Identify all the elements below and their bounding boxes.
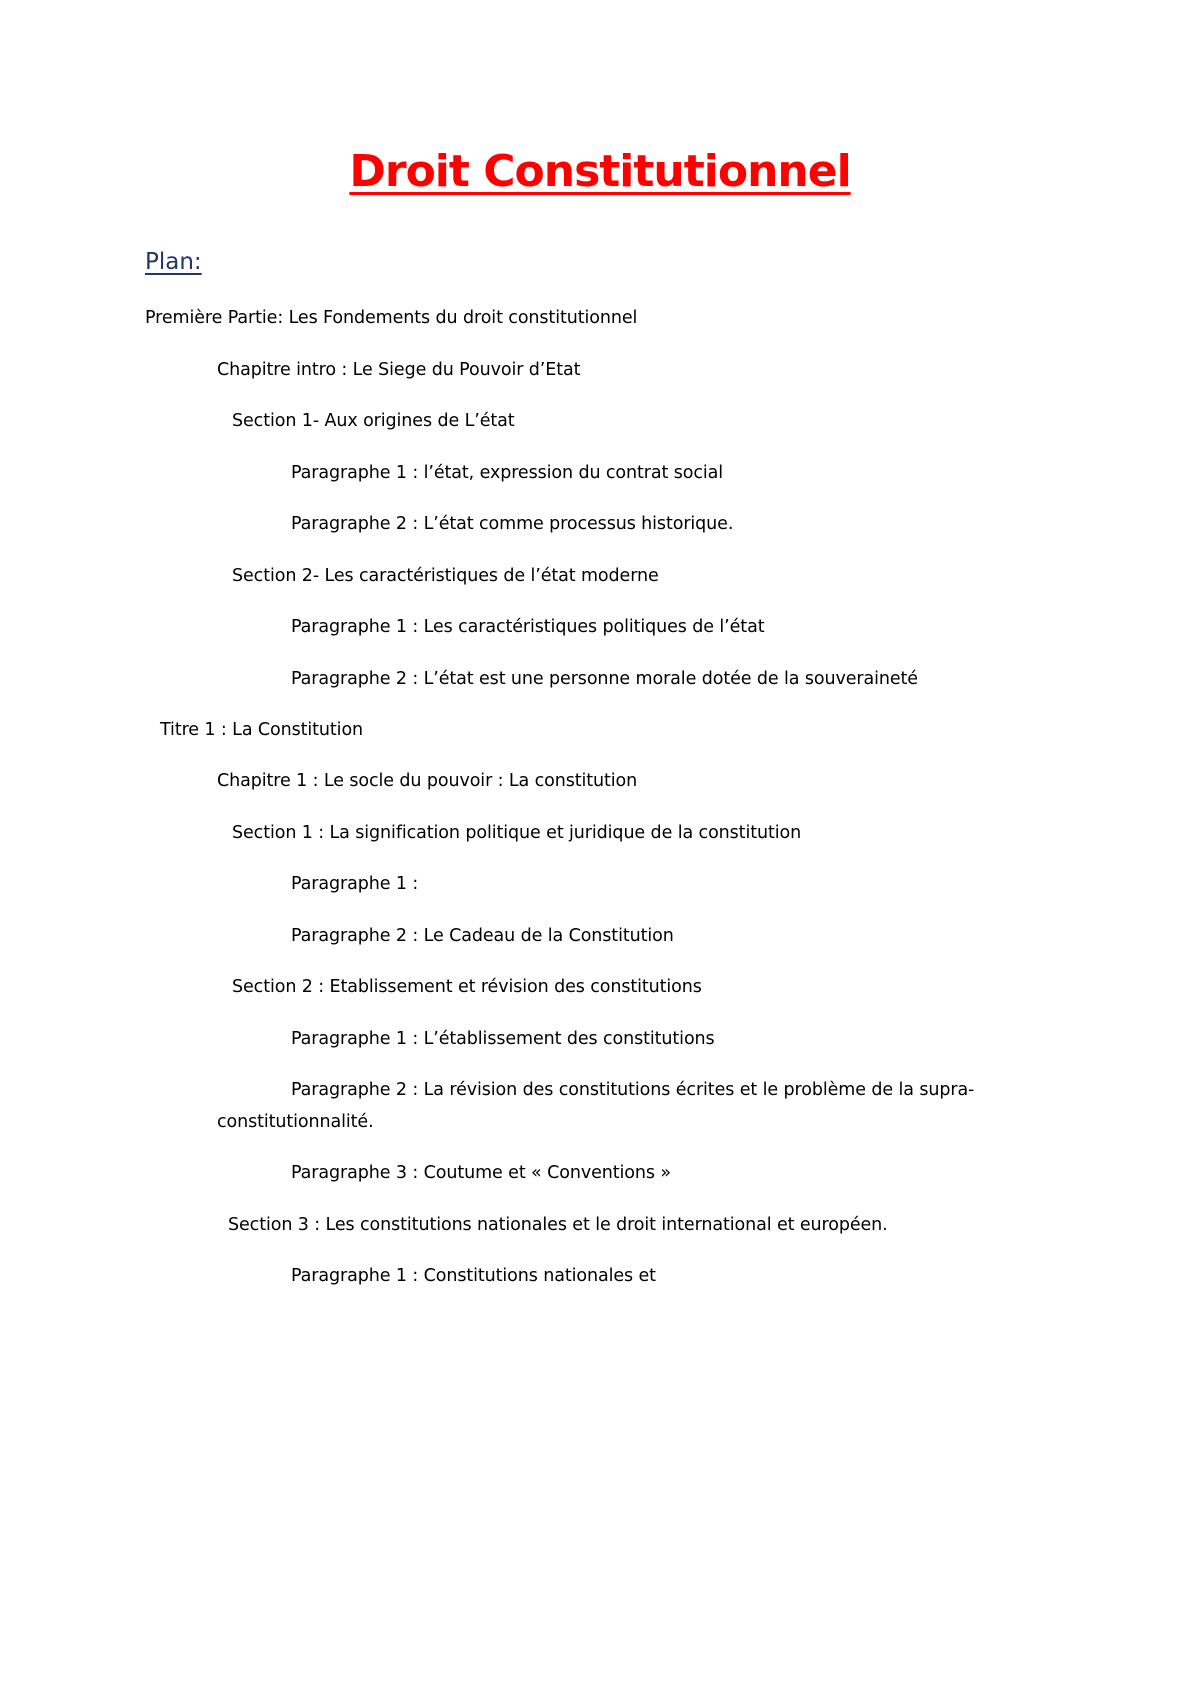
outline-line-section: Section 3 : Les constitutions nationales et le droit international et européen. (228, 1215, 888, 1235)
document-title: Droit Constitutionnel (349, 146, 851, 197)
outline-line-paragraphe: Paragraphe 3 : Coutume et « Conventions » (291, 1163, 671, 1183)
plan-heading: Plan: (145, 249, 202, 275)
outline-line-partie: Première Partie: Les Fondements du droit constitutionnel (145, 308, 638, 328)
outline-line-chapitre: Chapitre intro : Le Siege du Pouvoir d’Etat (217, 360, 581, 380)
outline-line-paragraphe: Paragraphe 1 : Constitutions nationales et (291, 1266, 656, 1286)
outline-line-paragraphe: Paragraphe 2 : Le Cadeau de la Constitution (291, 926, 674, 946)
outline-line-paragraphe: Paragraphe 1 : L’établissement des constitutions (291, 1029, 715, 1049)
outline-line-paragraphe: Paragraphe 1 : (291, 874, 419, 894)
outline-line-paragraphe: Paragraphe 1 : l’état, expression du contrat social (291, 463, 724, 483)
outline-line-continuation: constitutionnalité. (217, 1112, 374, 1132)
outline-line-paragraphe: Paragraphe 1 : Les caractéristiques politiques de l’état (291, 617, 765, 637)
outline-line-section: Section 1- Aux origines de L’état (232, 411, 515, 431)
outline-line-section: Section 2- Les caractéristiques de l’état moderne (232, 566, 659, 586)
outline-line-titre: Titre 1 : La Constitution (160, 720, 364, 740)
outline-line-paragraphe: Paragraphe 2 : L’état comme processus historique. (291, 514, 734, 534)
outline-line-chapitre: Chapitre 1 : Le socle du pouvoir : La constitution (217, 771, 638, 791)
outline-line-paragraphe: Paragraphe 2 : La révision des constitutions écrites et le problème de la supra- (291, 1080, 975, 1100)
outline-line-section: Section 1 : La signification politique et juridique de la constitution (232, 823, 802, 843)
outline-line-section: Section 2 : Etablissement et révision des constitutions (232, 977, 702, 997)
outline-line-paragraphe: Paragraphe 2 : L’état est une personne morale dotée de la souveraineté (291, 669, 918, 689)
